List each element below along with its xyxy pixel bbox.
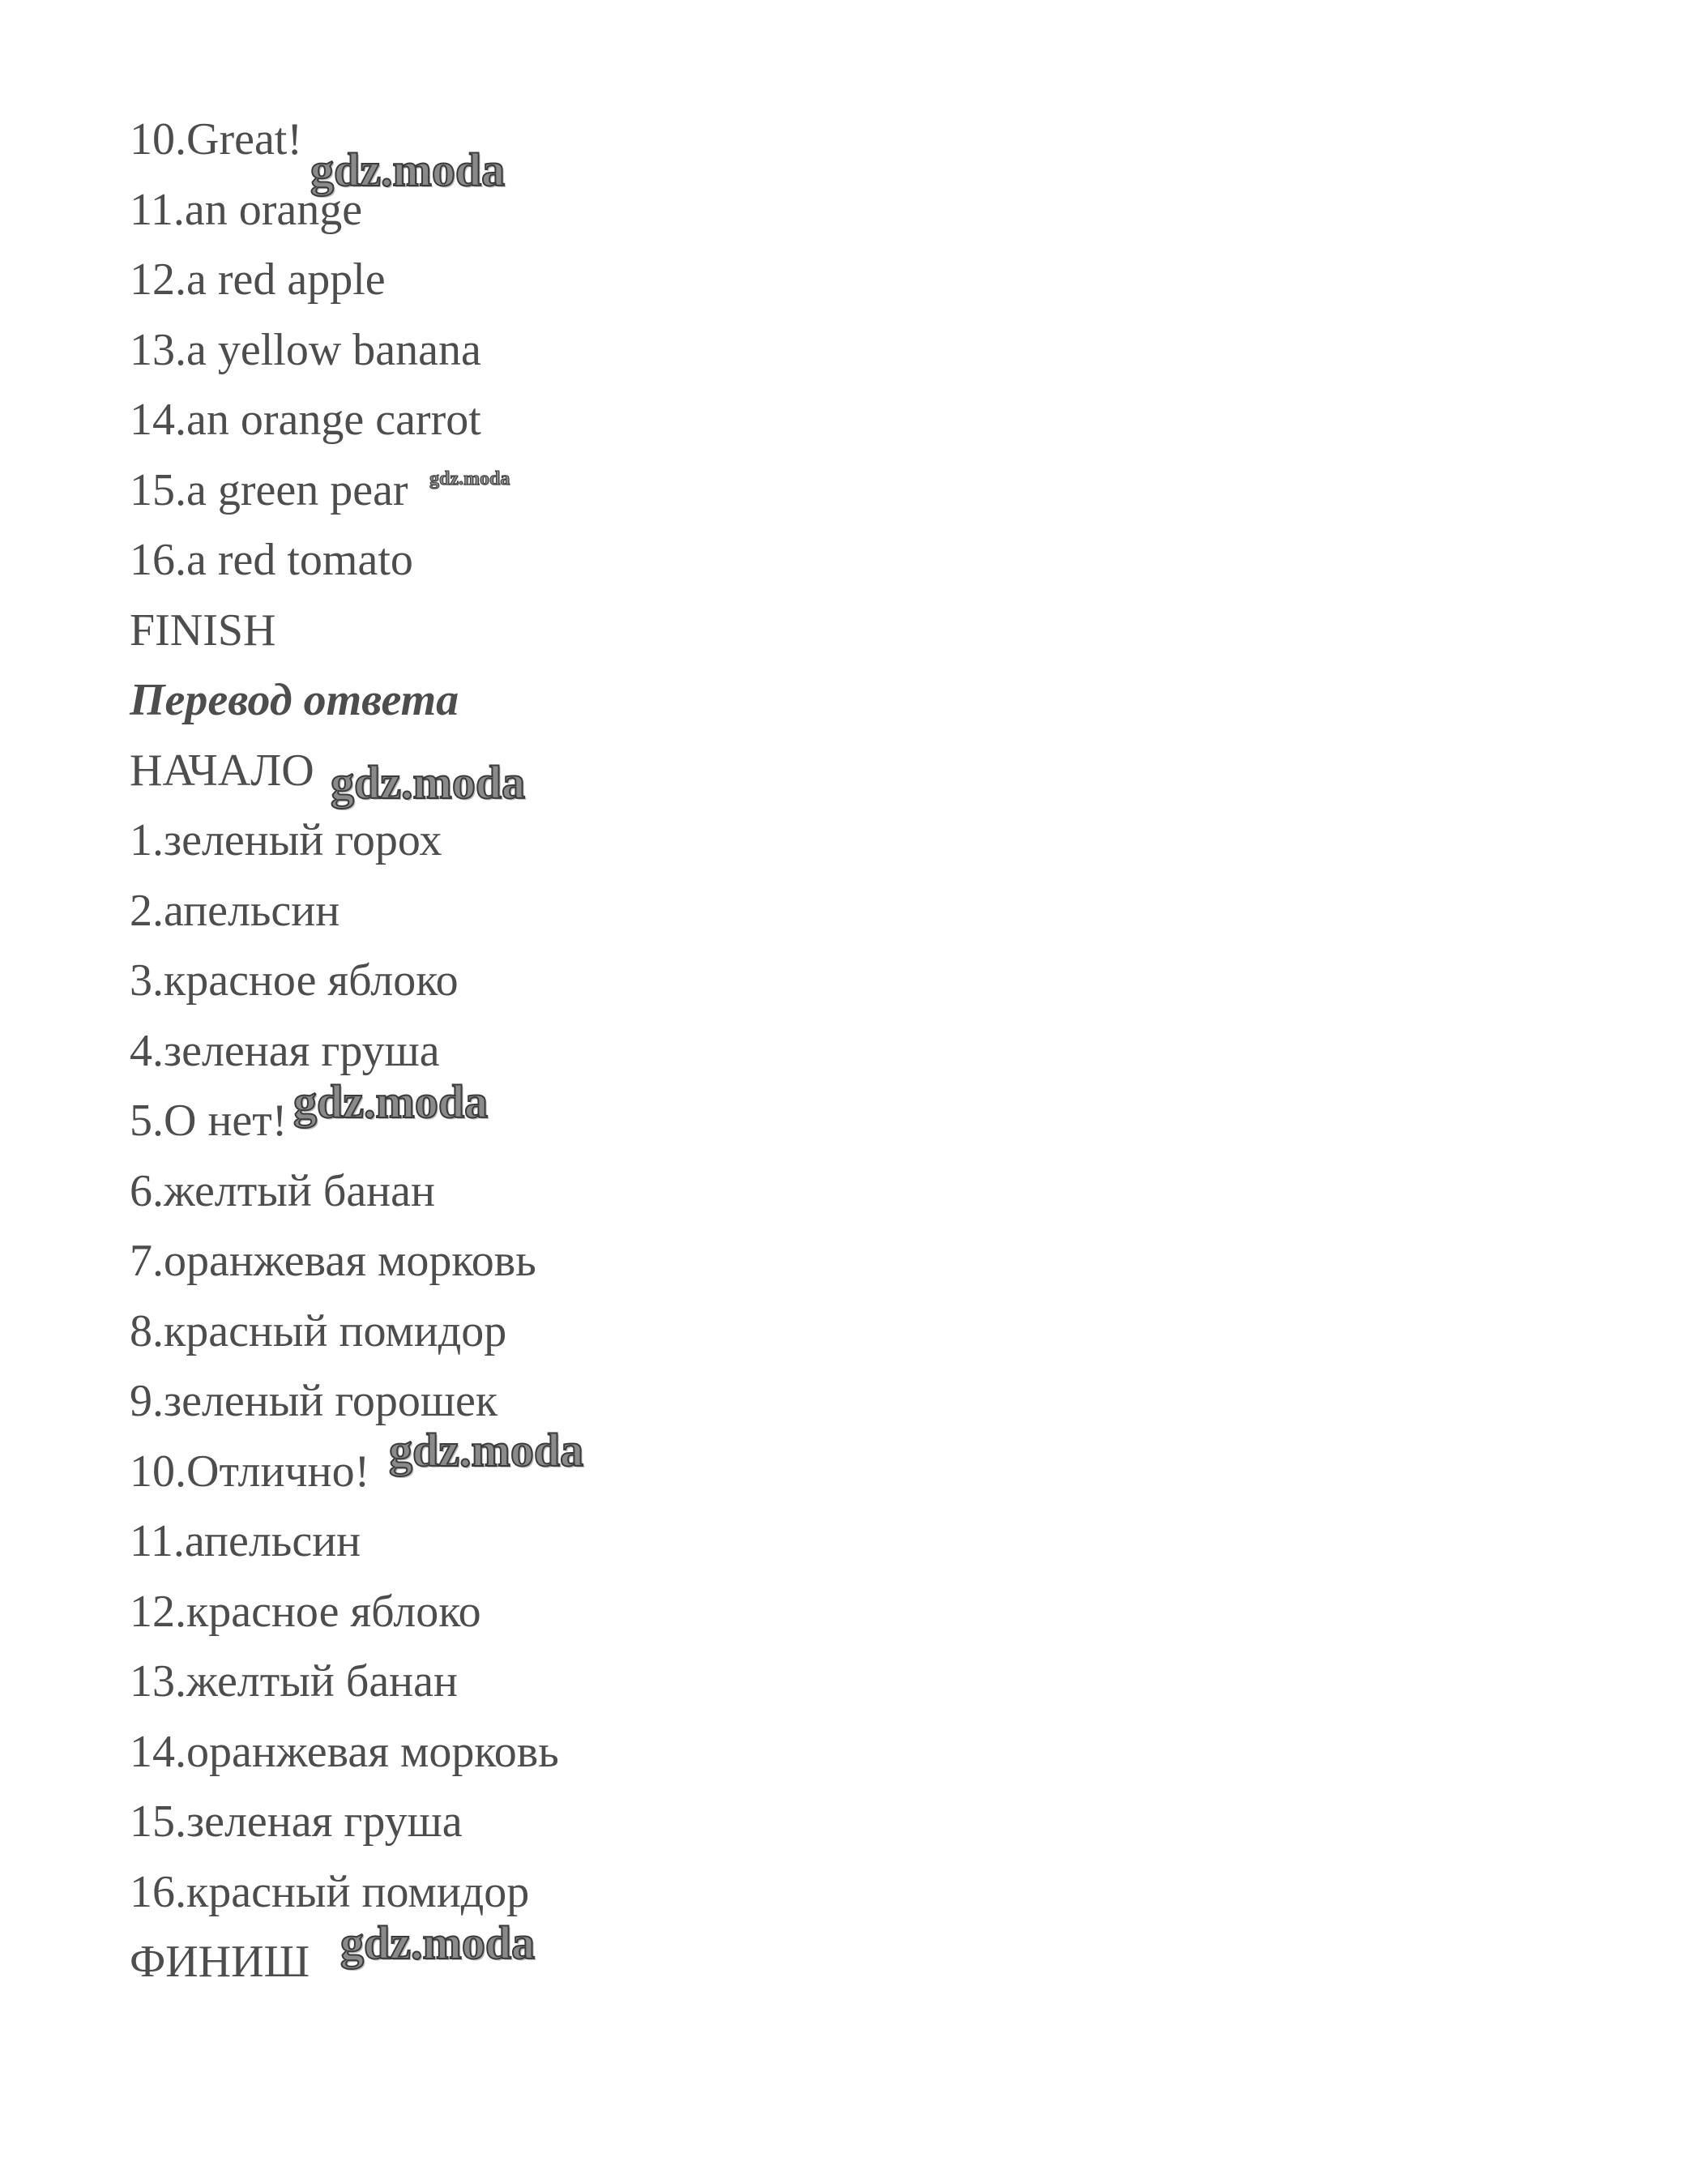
answer-line: 6.желтый банан bbox=[130, 1166, 435, 1216]
section-heading: Перевод ответа bbox=[130, 675, 459, 725]
watermark-logo: gdz.moda bbox=[429, 468, 510, 489]
answer-line: 10.Great! bbox=[130, 114, 303, 164]
answer-line: 12.красное яблоко bbox=[130, 1587, 481, 1637]
watermark-logo: gdz.moda bbox=[389, 1424, 584, 1476]
answer-line: 2.апельсин bbox=[130, 886, 340, 936]
answer-line: 7.оранжевая морковь bbox=[130, 1236, 536, 1286]
answer-line: 9.зеленый горошек bbox=[130, 1376, 498, 1426]
answer-line: 14.an orange carrot bbox=[130, 395, 481, 445]
answer-line: 11.апельсин bbox=[130, 1516, 361, 1566]
answer-line: 15.a green pear bbox=[130, 465, 408, 515]
answer-line: 5.О нет! bbox=[130, 1096, 288, 1146]
answer-line: 16.a red tomato bbox=[130, 535, 413, 585]
watermark-logo: gdz.moda bbox=[331, 756, 526, 809]
answer-line: 14.оранжевая морковь bbox=[130, 1727, 559, 1777]
answer-line: 16.красный помидор bbox=[130, 1867, 530, 1917]
answer-line: 1.зеленый горох bbox=[130, 815, 442, 865]
answer-line: ФИНИШ bbox=[130, 1937, 310, 1987]
answer-line: 3.красное яблоко bbox=[130, 955, 459, 1006]
answer-line: 8.красный помидор bbox=[130, 1306, 507, 1356]
answer-line: 13.желтый банан bbox=[130, 1656, 458, 1707]
answer-line: 12.a red apple bbox=[130, 254, 386, 305]
answer-line: FINISH bbox=[130, 605, 276, 656]
answer-line: 13.a yellow banana bbox=[130, 325, 481, 375]
answer-line: 10.Отлично! bbox=[130, 1446, 370, 1497]
watermark-logo: gdz.moda bbox=[293, 1075, 489, 1128]
watermark-logo: gdz.moda bbox=[310, 143, 506, 196]
watermark-logo: gdz.moda bbox=[340, 1916, 536, 1969]
answer-line: 4.зеленая груша bbox=[130, 1026, 440, 1076]
answer-line: 11.an orange bbox=[130, 185, 363, 235]
answer-line: НАЧАЛО bbox=[130, 745, 314, 796]
answer-line: 15.зеленая груша bbox=[130, 1796, 463, 1847]
